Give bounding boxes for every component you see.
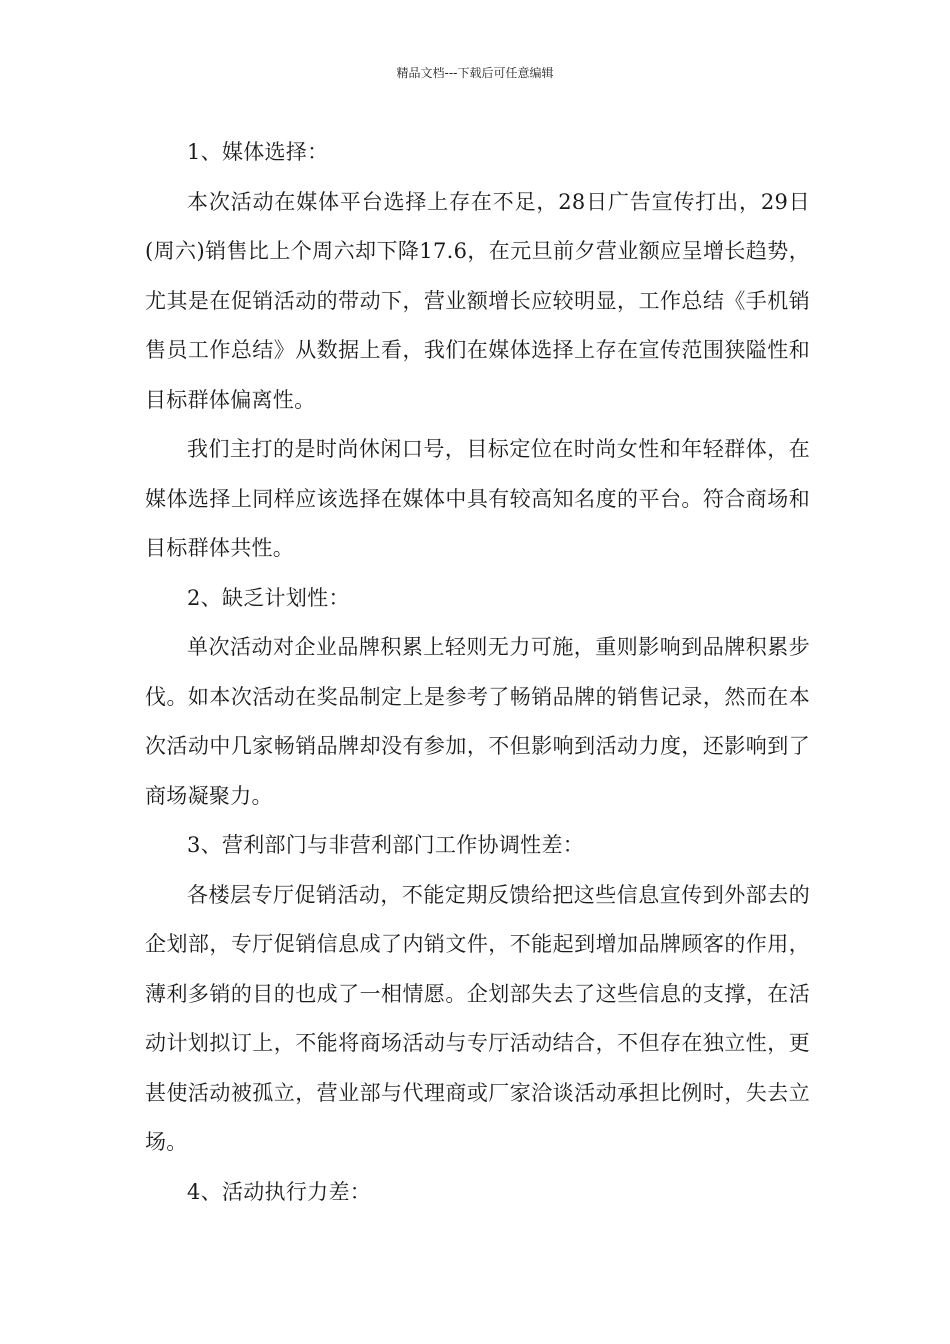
- paragraph-coordination-analysis: 各楼层专厅促销活动，不能定期反馈给把这些信息宣传到外部去的企划部，专厅促销信息成了内销文件，不能起到增加品牌顾客的作用，薄利多销的目的也成了一相情愿。企划部失去了这些信息的支撑，在活动计划拟订上，不能将商场活动与专厅活动结合，不但存在独立性，更甚使活动被孤立，营业部与代理商或厂家洽谈活动承担比例时，失去立场。: [145, 882, 810, 1154]
- section-heading-coordination: 3、营利部门与非营利部门工作协调性差：: [187, 833, 585, 857]
- document-body: [145, 128, 810, 1217]
- section-heading-execution: 4、活动执行力差：: [187, 1179, 372, 1204]
- section-heading-media-selection: 1、媒体选择：: [187, 140, 329, 164]
- paragraph-planning-analysis: 单次活动对企业品牌积累上轻则无力可施，重则影响到品牌积累步伐。如本次活动在奖品制定上是参考了畅销品牌的销售记录，然而在本次活动中几家畅销品牌却没有参加，不但影响到活动力度，还影响到了商场凝聚力。: [145, 635, 810, 808]
- paragraph-media-analysis: 本次活动在媒体平台选择上存在不足，28日广告宣传打出，29日(周六)销售比上个周六却下降17.6，在元旦前夕营业额应呈增长趋势，尤其是在促销活动的带动下，营业额增长应较明显，工作总结《手机销售员工作总结》从数据上看，我们在媒体选择上存在宣传范围狭隘性和目标群体偏离性。: [145, 189, 810, 412]
- paragraph-target-positioning: 我们主打的是时尚休闲口号，目标定位在时尚女性和年轻群体，在媒体选择上同样应该选择在媒体中具有较高知名度的平台。符合商场和目标群体共性。: [145, 437, 810, 560]
- section-heading-lack-of-planning: 2、缺乏计划性：: [187, 585, 350, 610]
- page-header: 精品文档---下载后可任意编辑: [396, 66, 554, 80]
